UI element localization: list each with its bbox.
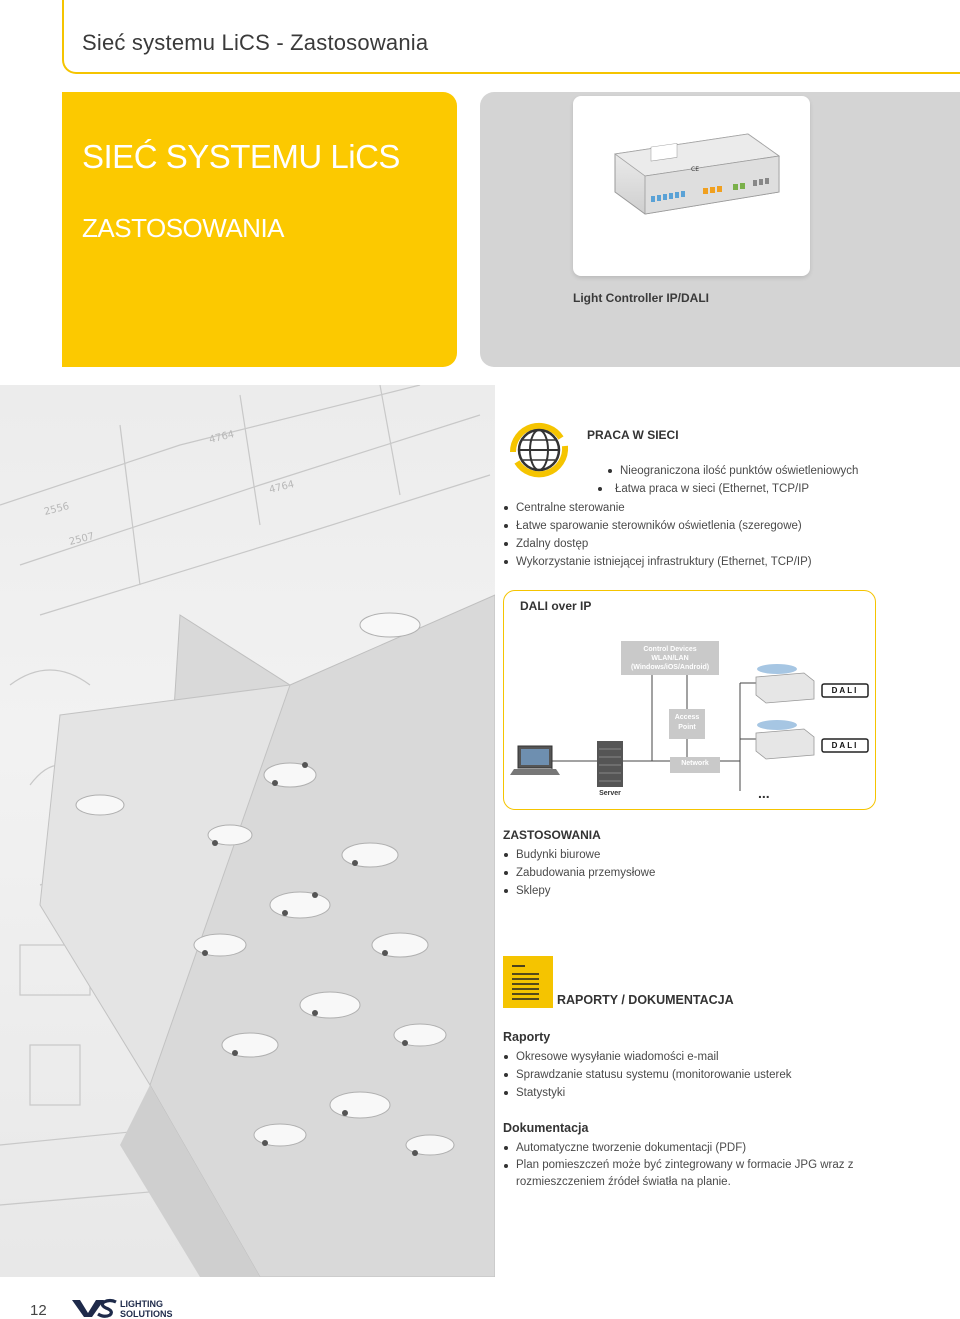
networking-list-indented — [607, 462, 877, 480]
vs-logo-icon — [72, 1298, 118, 1318]
list-item: Plan pomieszczeń może być zintegrowany w formacie JPG wraz z rozmieszczeniem źródeł światła na planie. — [503, 1157, 893, 1191]
reports-list — [503, 1048, 893, 1102]
svg-text:2507: 2507 — [68, 531, 96, 548]
networking-list — [503, 499, 903, 571]
controller-device-icon — [573, 96, 810, 276]
svg-text:4764: 4764 — [208, 429, 236, 446]
list-item: Budynki biurowe — [503, 846, 883, 864]
brand-text: LIGHTING SOLUTIONS — [120, 1299, 173, 1319]
hero-subtitle: ZASTOSOWANIA — [82, 213, 285, 243]
more-devices-ellipsis: ... — [758, 785, 770, 801]
docs-subheading: Dokumentacja — [503, 1121, 589, 1135]
list-item: Automatyczne tworzenie dokumentacji (PDF) — [503, 1139, 893, 1157]
control-devices-node: Control Devices WLAN/LAN (Windows/iOS/Android) — [630, 646, 710, 671]
list-item: Sprawdzanie statusu systemu (monitorowanie usterek — [503, 1066, 893, 1084]
list-item: Zabudowania przemysłowe — [503, 864, 883, 882]
networking-list-indented-2 — [597, 480, 877, 498]
list-item: Statystyki — [503, 1084, 893, 1102]
network-node: Network — [681, 760, 709, 767]
list-item: Zdalny dostęp — [503, 535, 903, 553]
applications-list — [503, 846, 883, 900]
list-item: Nieograniczona ilość punktów oświetleniowych — [607, 462, 877, 480]
dali-over-ip-diagram — [503, 590, 876, 810]
network-topology-graphic — [504, 591, 877, 811]
list-item: Okresowe wysyłanie wiadomości e-mail — [503, 1048, 893, 1066]
svg-text:2556: 2556 — [43, 501, 71, 518]
reports-subheading: Raporty — [503, 1030, 551, 1044]
diagram-title: DALI over IP — [520, 599, 592, 613]
globe-network-icon — [503, 418, 575, 480]
list-item: Centralne sterowanie — [503, 499, 903, 517]
applications-heading: ZASTOSOWANIA — [503, 828, 601, 842]
page-title: Sieć systemu LiCS - Zastosowania — [82, 30, 429, 55]
access-point-node: Access Point — [674, 714, 700, 731]
server-label: Server — [599, 790, 621, 797]
document-report-icon — [503, 956, 553, 1008]
list-item: Łatwe sparowanie sterowników oświetlenia (szeregowe) — [503, 517, 903, 535]
dali-logo-2: DALI — [831, 741, 859, 750]
product-caption: Light Controller IP/DALI — [573, 291, 709, 305]
networking-heading: PRACA W SIECI — [587, 428, 679, 442]
list-item: Wykorzystanie istniejącej infrastruktury (Ethernet, TCP/IP) — [503, 553, 903, 571]
reports-heading: RAPORTY / DOKUMENTACJA — [557, 993, 734, 1007]
product-image — [573, 96, 810, 276]
docs-list — [503, 1139, 893, 1191]
dali-logo-1: DALI — [831, 686, 859, 695]
page-number: 12 — [30, 1302, 47, 1319]
list-item: Łatwa praca w sieci (Ethernet, TCP/IP — [597, 480, 877, 498]
hero-title: SIEĆ SYSTEMU LiCS — [82, 138, 400, 175]
svg-text:CE: CE — [691, 166, 699, 173]
svg-text:4764: 4764 — [268, 479, 296, 496]
list-item: Sklepy — [503, 882, 883, 900]
